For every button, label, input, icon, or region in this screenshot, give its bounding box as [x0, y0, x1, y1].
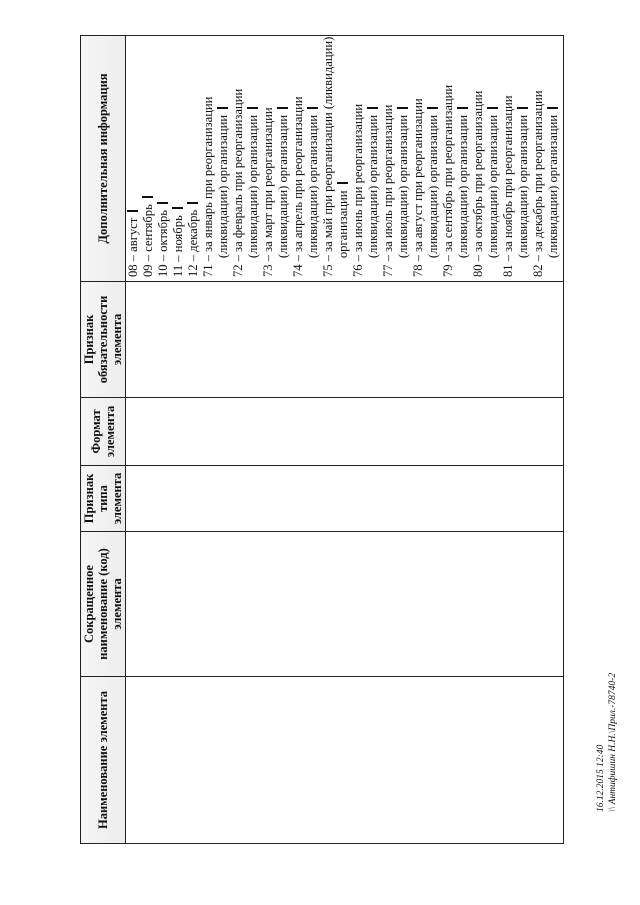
cell-element-format	[126, 398, 564, 466]
list-item: (ликвидации) организации	[306, 40, 321, 277]
list-item: (ликвидации) организации	[546, 40, 561, 277]
list-item: (ликвидации) организации	[456, 40, 471, 277]
list-item: 09 – сентябрь	[141, 40, 156, 277]
list-item: (ликвидации) организации	[516, 40, 531, 277]
list-item: 75 – за май при реорганизации (ликвидации)	[321, 36, 335, 277]
list-item: 12 – декабрь	[186, 40, 201, 277]
list-item: (ликвидации) организации	[246, 40, 261, 277]
list-item: (ликвидации) организации	[366, 40, 381, 277]
list-item: 71 – за январь при реорганизации	[201, 96, 215, 277]
cell-element-required	[126, 282, 564, 398]
header-element-format: Формат элемента	[81, 398, 126, 466]
list-item: 73 – за март при реорганизации	[261, 107, 275, 277]
footer-timestamp: 16.12.2015 12:40	[596, 744, 606, 812]
list-item: 79 – за сентябрь при реорганизации	[441, 84, 455, 277]
list-item: 72 – за февраль при реорганизации	[231, 88, 245, 277]
list-item: 78 – за август при реорганизации	[411, 98, 425, 277]
footer-document-id: \\ Антифишин Н.Н.\Прил.-78740-2	[608, 672, 618, 812]
list-item: 76 – за июнь при реорганизации	[351, 103, 365, 277]
header-element-type: Признак типа элемента	[81, 466, 126, 532]
rotated-table-container	[80, 36, 564, 844]
list-item: (ликвидации) организации	[276, 40, 291, 277]
document-footer	[595, 673, 619, 812]
list-item: 82 – за декабрь при реорганизации	[531, 90, 545, 277]
list-item: 08 – август	[126, 40, 141, 277]
list-item: 80 – за октябрь при реорганизации	[471, 90, 485, 277]
cell-element-type	[126, 466, 564, 532]
list-item: 11 – ноябрь	[171, 40, 186, 277]
list-item: 74 – за апрель при реорганизации	[291, 96, 305, 277]
list-item: (ликвидации) организации	[426, 40, 441, 277]
list-item: организации	[336, 40, 351, 277]
info-list	[126, 36, 561, 281]
header-element-name: Наименование элемента	[81, 677, 126, 844]
cell-element-code	[126, 532, 564, 677]
table-row	[126, 36, 564, 844]
list-item: 10 – октябрь	[156, 40, 171, 277]
header-additional-info: Дополнительная информация	[81, 36, 126, 282]
header-element-code: Сокращенное наименование (код) элемента	[81, 532, 126, 677]
element-spec-table	[80, 35, 564, 844]
header-element-required: Признак обязательности элемента	[81, 282, 126, 398]
list-item: (ликвидации) организации	[396, 40, 411, 277]
header-row	[81, 36, 126, 844]
cell-additional-info	[126, 36, 564, 282]
list-item: 77 – за июль при реорганизации	[381, 104, 395, 277]
list-item: (ликвидации) организации	[216, 40, 231, 277]
cell-element-name	[126, 677, 564, 844]
list-item: (ликвидации) организации	[486, 40, 501, 277]
list-item: 81 – за ноябрь при реорганизации	[501, 95, 515, 277]
